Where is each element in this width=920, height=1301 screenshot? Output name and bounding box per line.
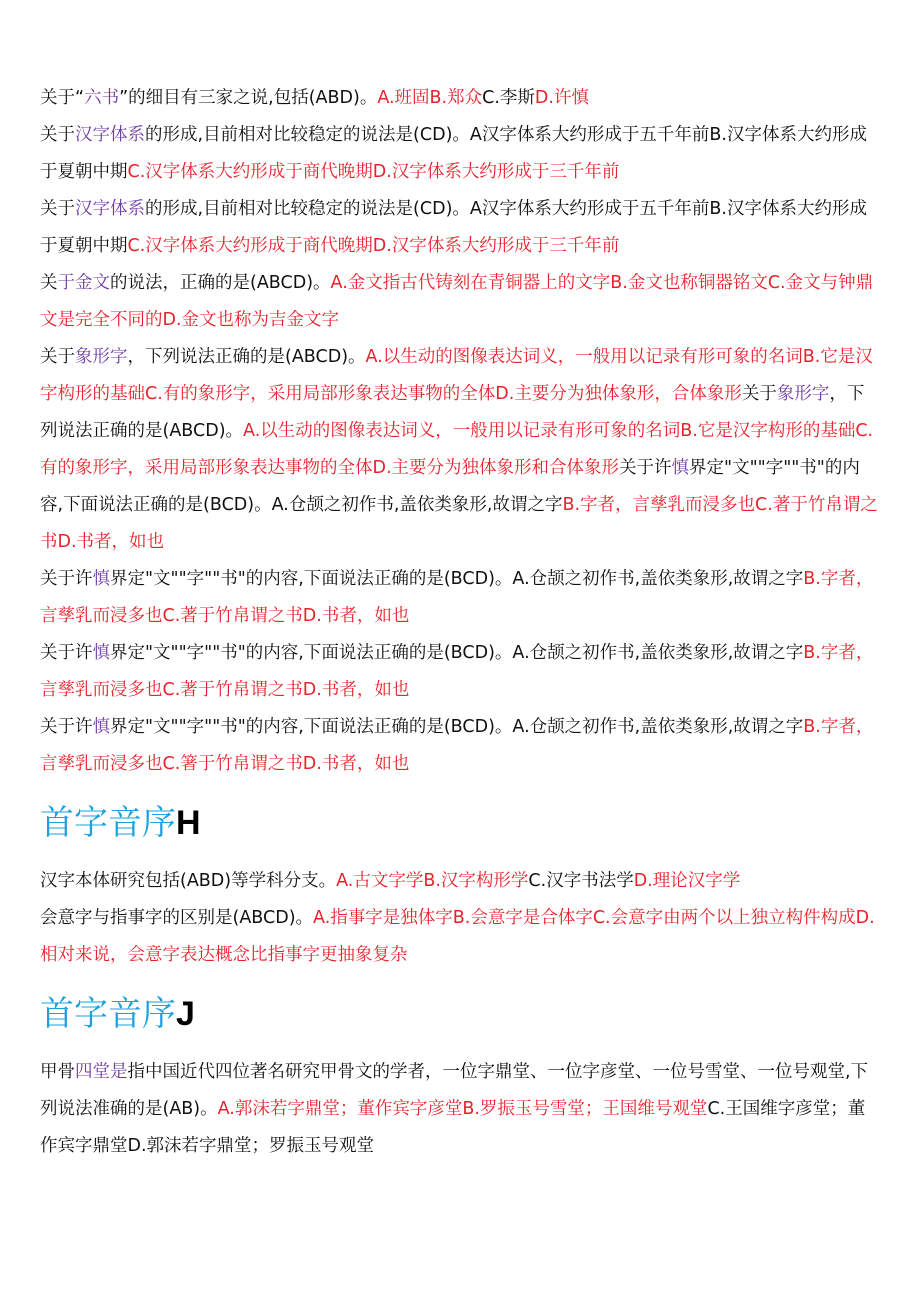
keyword-text: 于金文 — [57, 273, 110, 293]
answer-text: D.许慎 — [534, 88, 589, 108]
question-text: 界定"文""字""书"的内容,下面说法正确的是(BCD)。A.仓颉之初作书,盖依类象形,故谓之字 — [110, 717, 804, 737]
keyword-text: 慎 — [92, 569, 110, 589]
question-text: 会意字与指事字的区别是(ABCD)。 — [40, 908, 314, 928]
question-text: 关于 — [40, 125, 75, 145]
question-text: 关于许 — [619, 458, 672, 478]
answer-text: B.字者，言孳乳而浸多也C.著于竹帛谓之书D.书者，如也 — [40, 643, 874, 700]
answer-text: D.理论汉字学 — [633, 871, 741, 891]
section-heading — [40, 974, 880, 1054]
question-entry — [40, 117, 880, 191]
answer-text: A.班固B.郑众 — [377, 88, 483, 108]
question-entry — [40, 1054, 880, 1165]
question-entry — [40, 80, 880, 117]
question-entry — [40, 265, 880, 339]
question-entry — [40, 191, 880, 265]
question-text: 关于 — [40, 199, 75, 219]
question-text: 关于 — [741, 384, 777, 404]
answer-text: C.汉字体系大约形成于商代晚期D.汉字体系大约形成于三千年前 — [127, 162, 620, 182]
question-entry — [40, 900, 880, 974]
question-text: C.汉字书法学 — [528, 871, 634, 891]
question-entry — [40, 709, 880, 783]
question-entry — [40, 635, 880, 709]
keyword-text: 慎 — [671, 458, 690, 478]
answer-text: A.金文指古代铸刻在青铜器上的文字B.金文也称铜器铭文C.金文与钟鼎文是完全不同的D.金文也称为吉金文字 — [40, 273, 874, 330]
keyword-text: 汉字体系 — [75, 125, 145, 145]
keyword-text: 慎 — [92, 717, 110, 737]
heading-prefix: 首字音序 — [40, 994, 176, 1034]
section-heading — [40, 783, 880, 863]
question-text: 的形成,目前相对比较稳定的说法是(CD)。A汉字体系大约形成于五千年前B.汉字体系大约形成于夏朝中期 — [40, 199, 867, 256]
heading-letter: H — [176, 804, 201, 842]
question-entry — [40, 863, 880, 900]
answer-text: A.以生动的图像表达词义，一般用以记录有形可象的名词B.它是汉字构形的基础C.有的象形字，采用局部形象表达事物的全体D.主要分为独体象形和合体象形 — [40, 421, 874, 478]
question-text: 关于“ — [40, 88, 85, 108]
question-text: C.李斯 — [482, 88, 535, 108]
question-text: 的形成,目前相对比较稳定的说法是(CD)。A汉字体系大约形成于五千年前B.汉字体系大约形成于夏朝中期 — [40, 125, 867, 182]
answer-text: A.古文字学B.汉字构形学 — [336, 871, 529, 891]
question-text: 的说法，正确的是(ABCD)。 — [110, 273, 331, 293]
question-text: 关 — [40, 273, 58, 293]
question-text: 汉字本体研究包括(ABD)等学科分支。 — [40, 871, 337, 891]
question-text: 界定"文""字""书"的内容,下面说法正确的是(BCD)。A.仓颉之初作书,盖依类象形,故谓之字 — [110, 569, 804, 589]
keyword-text: 四堂是 — [75, 1062, 128, 1082]
keyword-text: 汉字体系 — [75, 199, 145, 219]
answer-text: A.以生动的图像表达词义，一般用以记录有形可象的名词B.它是汉字构形的基础C.有的象形字，采用局部形象表达事物的全体D.主要分为独体象形，合体象形 — [40, 347, 873, 404]
question-text: ，下列说法正确的是(ABCD)。 — [127, 347, 366, 367]
answer-text: B.字者，言孳乳而浸多也C.箸于竹帛谓之书D.书者，如也 — [40, 717, 874, 774]
answer-text: A.指事字是独体字B.会意字是合体字C.会意字由两个以上独立构件构成D.相对来说，会意字表达概念比指事字更抽象复杂 — [40, 908, 875, 965]
question-entry — [40, 561, 880, 635]
question-text: 关于许 — [40, 717, 93, 737]
question-text: 关于许 — [40, 643, 93, 663]
keyword-text: 六书 — [84, 88, 120, 108]
question-text: ”的细目有三家之说,包括(ABD)。 — [119, 88, 378, 108]
keyword-text: 慎 — [92, 643, 110, 663]
question-text: C.王国维字彦堂；董作宾字鼎堂D.郭沫若字鼎堂；罗振玉号观堂 — [40, 1099, 866, 1156]
answer-text: A.郭沫若字鼎堂；董作宾字彦堂B.罗振玉号雪堂；王国维号观堂 — [217, 1099, 708, 1119]
heading-letter: J — [176, 995, 195, 1033]
question-text: 指中国近代四位著名研究甲骨文的学者，一位字鼎堂、一位字彦堂、一位号雪堂、一位号观堂,下列说法准确的是(AB)。 — [40, 1062, 869, 1119]
keyword-text: 象形字 — [75, 347, 128, 367]
answer-text: B.字者，言孳乳而浸多也C.著于竹帛谓之书D.书者，如也 — [40, 495, 878, 552]
question-text: 关于许 — [40, 569, 93, 589]
answer-text: B.字者，言孳乳而浸多也C.著于竹帛谓之书D.书者，如也 — [40, 569, 874, 626]
question-text: 关于 — [40, 347, 75, 367]
question-text: 界定"文""字""书"的内容,下面说法正确的是(BCD)。A.仓颉之初作书,盖依类象形,故谓之字 — [110, 643, 804, 663]
answer-text: C.汉字体系大约形成于商代晚期D.汉字体系大约形成于三千年前 — [127, 236, 620, 256]
question-text: 界定"文""字""书"的内容,下面说法正确的是(BCD)。A.仓颉之初作书,盖依类象形,故谓之字 — [40, 458, 860, 515]
question-entry — [40, 339, 880, 561]
heading-prefix: 首字音序 — [40, 803, 176, 843]
question-text: ，下列说法正确的是(ABCD)。 — [40, 384, 865, 441]
keyword-text: 象形字 — [776, 384, 830, 404]
question-text: 甲骨 — [40, 1062, 75, 1082]
